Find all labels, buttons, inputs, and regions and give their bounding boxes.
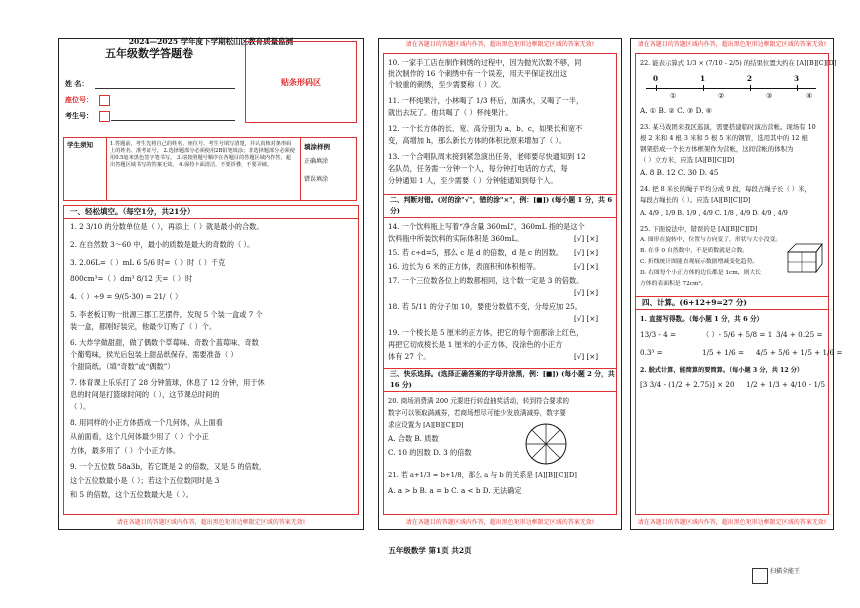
question-19b: 再把它切成棱长是 1 厘米的小正方体，没涂色的小正方: [388, 340, 563, 349]
correct-sample: 正确填涂: [304, 158, 329, 165]
calc-1-item-1: 13/3 - 4 =: [640, 330, 677, 339]
question-12: 12. 一个长方体的长、宽、高分别为 a、b、c，如果长和宽不: [388, 124, 583, 133]
question-22-options: A. ① B. ② C. ③ D. ④: [640, 106, 713, 115]
question-25-d: D. 右图每个小正方体的边长都是 1cm，则大长: [640, 270, 761, 276]
question-2: 2. 在自然数 3～60 中，最小的质数是最大的奇数的（ ）。: [70, 240, 255, 249]
q14-options[interactable]: [√] [×]: [574, 234, 599, 243]
numline-point-1: ①: [670, 91, 677, 100]
numline-point-4: ④: [806, 91, 813, 100]
question-8c: 方体，最多用了（ ）个小正方体。: [70, 446, 181, 455]
question-25-b: B. 在非 0 自然数中，不是质数就是合数。: [640, 248, 749, 254]
watermark-text: 扫描全能王: [770, 568, 801, 575]
calc-2-item-1: [3 3/4 - (1/2 + 2.75)] × 20: [640, 380, 735, 389]
question-6c: 个甜筒纸。（填“奇数”或“偶数”）: [70, 362, 175, 371]
question-20c[interactable]: 求应设置为 [A][B][C][D]: [388, 421, 464, 429]
question-6: 6. 大炸学做甜甜，做了偶数个草莓味、奇数个蓝莓味、奇数: [70, 338, 259, 347]
question-20-cd: C. 10 的因数 D. 3 的倍数: [388, 448, 472, 457]
question-16: 16. 边长为 6 米的正方体，表面积和体积相等。: [388, 262, 541, 271]
exam-header-line: 2024—2025 学年度下学期松山区教育质量监测: [128, 37, 294, 46]
question-7: 7. 体育课上乐乐打了 28 分钟篮球，休息了 12 分钟，用于休: [70, 378, 265, 387]
question-8: 8. 用同样的小正方体搭成一个几何体，从上面看: [70, 418, 223, 427]
numline-point-3: ③: [766, 91, 773, 100]
calc-2-title: 2. 脱式计算，能简算的要简算。（每小题 3 分，共 12 分）: [640, 367, 804, 374]
question-6b: 个葡萄味，侯光后包装上甜品纸保存，需要准备（ ）: [70, 350, 238, 359]
exam-no-field[interactable]: [99, 111, 110, 122]
q17-options[interactable]: [√] [×]: [574, 288, 599, 297]
question-1: 1. 2 3/10 的分数单位是（ ），再添上（ ）就是最小的合数。: [70, 222, 264, 231]
question-14b: 饮料瓶中所装饮料的实际体积是 360mL。: [388, 234, 524, 243]
section-2-title: 二、判断对错。(对的涂"√"，错的涂"×"，例：[■]) (每小题 1 分，共 6 分): [384, 194, 616, 218]
question-23b: 根 2 米和 4 根 3 米和 5 根 5 米的钢管，选用其中的 12 根: [640, 134, 808, 142]
question-14: 14. 一个饮料瓶上写着“净含量 360mL”，360mL 指的是这个: [388, 222, 585, 231]
question-7b: 息的时间是打篮球时间的（ ），这节课总时间的: [70, 390, 220, 399]
question-25-d2: 方体的表面积是 72cm²。: [640, 281, 707, 287]
column-3-frame: [635, 53, 843, 515]
question-9c: 和 5 的倍数，这个五位数最大是（ ）。: [70, 490, 193, 499]
question-3: 3. 2.06L=（ ）mL 6 5/6 时=（ ）时（ ）千克: [70, 258, 226, 267]
question-24-options: A. 4/9 , 1/9 B. 1/9 , 4/9 C. 1/8 , 4/9 D. 4/9 , 4/9: [640, 209, 788, 217]
question-5: 5. 李老板订购一批源三郡工艺摆件，发现 5 个装一盒或 7 个: [70, 310, 263, 319]
question-9: 9. 一个五位数 58a3b，若它既是 2 的倍数，又是 5 的倍数，: [70, 462, 267, 471]
answer-sheet: [48, 30, 843, 538]
question-13b: 名队员，任务需一分钟一个人，每分钟打电话的方式，每: [388, 164, 568, 173]
question-21[interactable]: 21. 若 a+1/3 = b+1/8，那么 a 与 b 的关系是 [A][B][C][D]: [388, 471, 577, 479]
question-12b: 变，高增加 h，那么新长方体的体积比原来增加了（ ）。: [388, 136, 567, 145]
question-20-ab: A. 合数 B. 质数: [388, 434, 439, 443]
question-3b: 800cm³=（ ）dm³ 8/12 天=（ ）时: [70, 274, 193, 283]
calc-1-item-6: 4/5 + 5/6 + 1/5 + 1/6 =: [756, 348, 843, 357]
section-3-title: 三、快乐选择。(选择正确答案的字母并涂黑，例：[■]) (每小题 2 分，共 16 分): [384, 368, 616, 392]
section-1-frame: [63, 205, 359, 515]
spinner-wheel: [524, 422, 568, 466]
notice-items: 1.答题前，考生先将自己的姓名、座位号、考生号填写清楚，并认真核对条形码上的姓名、准考证号。 2.选择题部分必须使用2B铅笔填涂；非选择题部分必须使用0.5毫米黑色签字笔书写。 3.请按照题号顺序在各题目的答题区域内作答，超出答题区域书写的答案无效。 4.保持卡面清洁，不要折叠，不要弄破。: [110, 141, 295, 168]
calc-1-item-4: 0.3³ =: [640, 348, 663, 357]
question-21-options: A. a > b B. a = b C. a < b D. 无法确定: [388, 486, 522, 495]
qr-code-icon: [752, 568, 768, 584]
calc-2-item-2: 1/2 + 1/3 + 4/10 - 1/5: [746, 380, 826, 389]
question-23d[interactable]: （ ）立方米，应选 [A][B][C][D]: [640, 156, 735, 164]
section-1-title: 一、轻松填空。（每空1分，共21分）: [64, 206, 358, 219]
seat-field[interactable]: [99, 95, 110, 106]
q16-options[interactable]: [√] [×]: [574, 262, 599, 271]
footer-warning-1: 请在各题目的答题区域内作答，超出黑色矩形边框限定区域的答案无效!: [116, 519, 306, 526]
page-footer: 五年级数学 第1页 共2页: [388, 546, 472, 555]
q18-options[interactable]: [√] [×]: [574, 314, 599, 323]
question-20: 20. 商场消费满 200 元要进行转盘抽奖活动，转到符合要求的: [388, 397, 570, 405]
column-2: [378, 38, 622, 530]
question-25[interactable]: 25. 下面说法中，错误的是 [A][B][C][D]: [640, 225, 758, 233]
footer-warning-3: 请在各题目的答题区域内作答，超出黑色矩形边框限定区域的答案无效!: [637, 519, 827, 526]
numline-label-2: 2: [747, 74, 753, 83]
question-23c: 钢架搭成一个长方体框架作为营帐，这间营帐的体积为: [640, 145, 794, 153]
numline-label-3: 3: [794, 74, 800, 83]
question-11b: 就出去玩了。他共喝了（ ）杯纯果汁。: [388, 108, 513, 117]
question-24b[interactable]: 每段占绳长的（ ）。应选 [A][B][C][D]: [640, 196, 751, 204]
question-5b: 装一盒，都刚好装完，他最少订购了（ ）个。: [70, 322, 217, 331]
calc-1-item-3: 3/4 + 0.25 =: [776, 330, 823, 339]
cuboid-figure: [786, 240, 826, 276]
section-4-title: 四、计算。(6+12+9=27 分): [636, 296, 828, 310]
column-3: [630, 38, 843, 530]
calc-1-item-2: （ ）- 5/6 + 5/8 = 1: [702, 330, 773, 339]
wrong-sample: 错误填涂: [304, 176, 329, 183]
question-15: 15. 若 c÷d=5，那么 c 是 d 的倍数，d 是 c 的因数。: [388, 248, 564, 257]
number-line: [646, 88, 816, 89]
notice-label: 学生须知: [67, 141, 93, 149]
column-1: [58, 38, 364, 530]
question-13c: 分钟通知 1 人，至少需要（ ）分钟能通知到每个人。: [388, 176, 558, 185]
question-10c: 个较重的刺绣，至少需要称（ ）次。: [388, 80, 506, 89]
question-10: 10. 一家手工店在制作刺绣的过程中，因为抛光次数不够，同: [388, 58, 582, 67]
question-7c: （ ）。: [70, 402, 91, 411]
calc-1-title: 1. 直接写得数。（每小题 1 分，共 6 分）: [640, 315, 764, 323]
exam-no-line: [111, 120, 235, 121]
question-19c: 体有 27 个。: [388, 352, 431, 361]
question-25-a: A. 图形在旋转中，位置与方向变了，形状与大小没变。: [640, 237, 782, 243]
column-2-frame: [383, 53, 617, 515]
question-19: 19. 一个棱长是 5 厘米的正方体，把它的每个面都涂上红色，: [388, 328, 584, 337]
seat-label: 座位号：: [65, 95, 93, 104]
name-label: 姓 名：: [65, 79, 89, 88]
calc-1-item-5: 1/5 + 1/6 =: [702, 348, 745, 357]
footer-warning-2: 请在各题目的答题区域内作答，超出黑色矩形边框限定区域的答案无效!: [405, 519, 595, 526]
question-20b: 数字可以领取满减券，若商场想尽可能少发放满减券，数字要: [388, 409, 567, 417]
sample-label: 填涂样例: [304, 143, 330, 151]
question-22[interactable]: 22. 能表示算式 1/3 × (7/10 - 2/5) 的结果位置大约在 [A][B][C][D]: [640, 59, 837, 67]
question-10b: 批次制作的 16 个刺绣中有一个误差，用天平保证找出这: [388, 69, 568, 78]
numline-point-2: ②: [718, 91, 725, 100]
header-warning-3: 请在各题目的答题区域内作答，超出黑色矩形边框限定区域的答案无效!: [637, 41, 827, 48]
question-25-c: C. 折线统计图能直观展示数据增减变化趋势。: [640, 259, 759, 265]
header-warning-2: 请在各题目的答题区域内作答，超出黑色矩形边框限定区域的答案无效!: [405, 41, 595, 48]
numline-label-0: 0: [653, 74, 659, 83]
question-13: 13. 一个合唱队周末接到紧急演出任务，老师要尽快通知到 12: [388, 152, 586, 161]
notice-box: [63, 137, 357, 201]
barcode-area: 贴条形码区: [245, 41, 357, 123]
q19-options[interactable]: [√] [×]: [574, 352, 599, 361]
question-9b: 这个五位数最小是（ ）；若这个五位数同时是 3: [70, 476, 220, 485]
exam-no-label: 考生号：: [65, 111, 93, 120]
question-18: 18. 若 5/11 的分子加 10，要使分数值不变，分母应加 25。: [388, 302, 582, 311]
question-24: 24. 把 8 米长的绳子平均分成 9 段，每段占绳子长（ ）米，: [640, 185, 812, 193]
question-11: 11. 一杯纯果汁，小林喝了 1/3 杯后，加满水，又喝了一半，: [388, 96, 584, 105]
question-23-options: A. 8 B. 12 C. 30 D. 45: [640, 168, 719, 177]
exam-title: 五年级数学答题卷: [105, 47, 193, 60]
question-4: 4.（ ）÷9 = 9/(5·30) = 21/（ ）: [70, 292, 183, 301]
q15-options[interactable]: [√] [×]: [574, 248, 599, 257]
question-17: 17. 一个三位数各位上的数都相同，这个数一定是 3 的倍数。: [388, 276, 584, 285]
question-8b: 从前面看，这个几何体最少用了（ ）个小正: [70, 432, 209, 441]
numline-label-1: 1: [700, 74, 706, 83]
question-23: 23. 某马戏团来我区巡演，需要搭建临时演出营帐。现场有 10: [640, 123, 816, 131]
name-field[interactable]: [95, 88, 235, 89]
